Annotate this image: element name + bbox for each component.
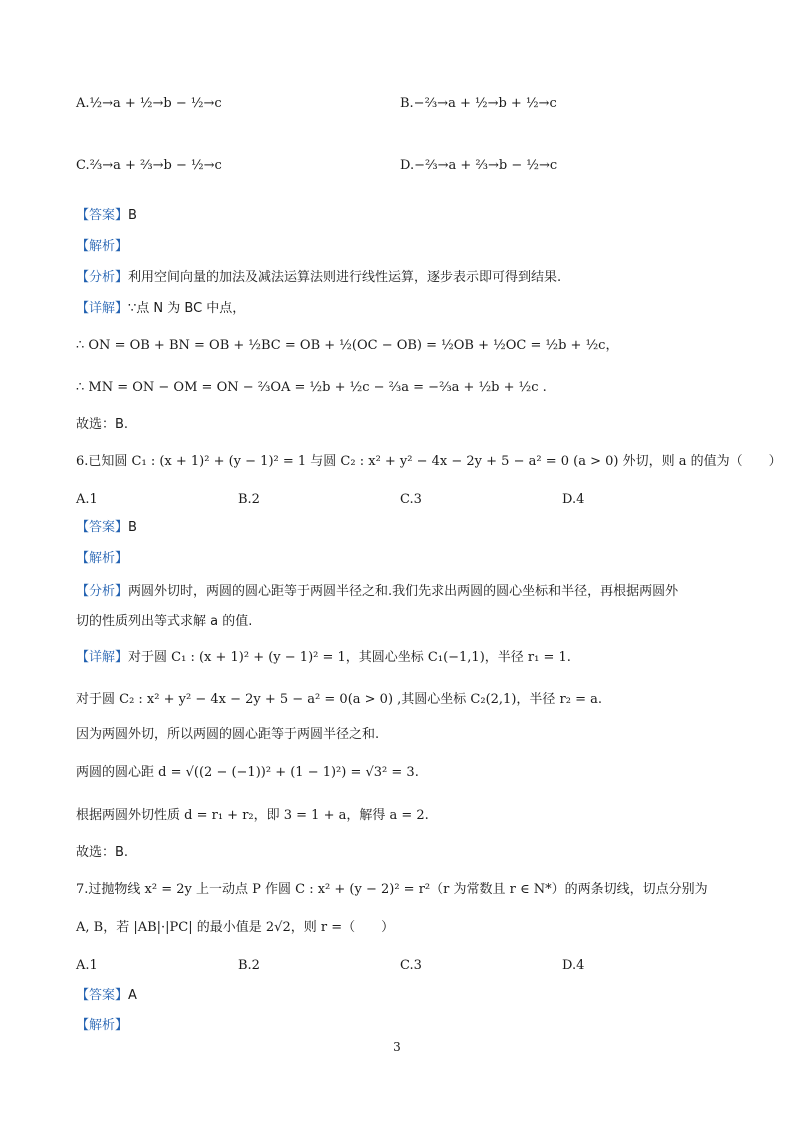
jiexi-label: 【解析】 — [76, 239, 129, 254]
q7-stem-1: 7.过抛物线 x² = 2y 上一动点 P 作圆 C : x² + (y − 2)² = r²（r 为常数且 r ∈ N*）的两条切线，切点分别为 — [76, 882, 708, 897]
fenxi-text: 利用空间向量的加法及减法运算法则进行线性运算，逐步表示即可得到结果. — [128, 270, 562, 285]
answer-tag: 【答案】 — [76, 988, 129, 1003]
option-d: D.−⅔→a + ⅔→b − ½→c — [400, 158, 558, 173]
q7-option-c: C.3 — [400, 958, 422, 973]
q7-option-b: B.2 — [238, 958, 260, 973]
q6-detail-5: 根据两圆外切性质 d = r₁ + r₂，即 3 = 1 + a，解得 a = 2. — [76, 808, 429, 823]
option-a: A.½→a + ½→b − ½→c — [76, 96, 222, 111]
xiangjie-line — [76, 299, 245, 319]
q6-option-b: B.2 — [238, 492, 260, 507]
option-b: B.−⅔→a + ½→b + ½→c — [400, 96, 557, 111]
answer-value: A — [128, 988, 137, 1003]
q6-option-d: D.4 — [562, 492, 585, 507]
fenxi-text: 两圆外切时，两圆的圆心距等于两圆半径之和.我们先求出两圆的圆心坐标和半径，再根据两圆外 — [128, 584, 679, 599]
conclusion: 故选：B. — [76, 417, 129, 432]
q7-answer-line — [76, 986, 137, 1006]
answer-tag: 【答案】 — [76, 208, 129, 223]
equation-2: ∴ MN = ON − OM = ON − ⅔OA = ½b + ½c − ⅔a = −⅔a + ½b + ½c . — [76, 380, 547, 395]
fenxi-tag: 【分析】 — [76, 584, 129, 599]
xiangjie-text: ∵点 N 为 BC 中点， — [128, 301, 246, 316]
q6-answer-line — [76, 518, 137, 538]
q7-option-a: A.1 — [76, 958, 98, 973]
jiexi-tag — [76, 237, 128, 257]
answer-line — [76, 206, 137, 226]
q6-conclusion: 故选：B. — [76, 845, 129, 860]
q7-jiexi — [76, 1016, 128, 1036]
answer-tag: 【答案】 — [76, 520, 129, 535]
q6-jiexi — [76, 549, 128, 569]
fenxi-line — [76, 268, 561, 288]
equation-1: ∴ ON = OB + BN = OB + ½BC = OB + ½(OC − OB) = ½OB + ½OC = ½b + ½c， — [76, 338, 619, 353]
option-c: C.⅔→a + ⅔→b − ½→c — [76, 158, 222, 173]
q6-stem: 6.已知圆 C₁ : (x + 1)² + (y − 1)² = 1 与圆 C₂ : x² + y² − 4x − 2y + 5 − a² = 0 (a > 0) 外切，则 a 的值为（ ） — [76, 454, 782, 469]
q6-option-a: A.1 — [76, 492, 98, 507]
q6-detail-3: 因为两圆外切，所以两圆的圆心距等于两圆半径之和. — [76, 727, 380, 742]
page-number: 3 — [393, 1040, 401, 1054]
xiangjie-tag: 【详解】 — [76, 650, 129, 665]
q6-detail-4: 两圆的圆心距 d = √((2 − (−1))² + (1 − 1)²) = √3² = 3. — [76, 765, 419, 780]
q6-fenxi-cont: 切的性质列出等式求解 a 的值. — [76, 614, 253, 629]
q6-fenxi-line — [76, 582, 678, 602]
q7-stem-2: A, B，若 |AB|·|PC| 的最小值是 2√2，则 r =（ ） — [76, 920, 395, 935]
jiexi-label: 【解析】 — [76, 551, 129, 566]
jiexi-label: 【解析】 — [76, 1018, 129, 1033]
q6-option-c: C.3 — [400, 492, 422, 507]
fenxi-tag: 【分析】 — [76, 270, 129, 285]
q6-detail-1 — [76, 648, 571, 668]
xiangjie-tag: 【详解】 — [76, 301, 129, 316]
detail-text: 对于圆 C₁ : (x + 1)² + (y − 1)² = 1，其圆心坐标 C₁(−1,1)，半径 r₁ = 1. — [128, 650, 571, 665]
answer-value: B — [128, 208, 137, 223]
q7-option-d: D.4 — [562, 958, 585, 973]
q6-detail-2: 对于圆 C₂ : x² + y² − 4x − 2y + 5 − a² = 0(a > 0) ,其圆心坐标 C₂(2,1)，半径 r₂ = a. — [76, 692, 602, 707]
answer-value: B — [128, 520, 137, 535]
